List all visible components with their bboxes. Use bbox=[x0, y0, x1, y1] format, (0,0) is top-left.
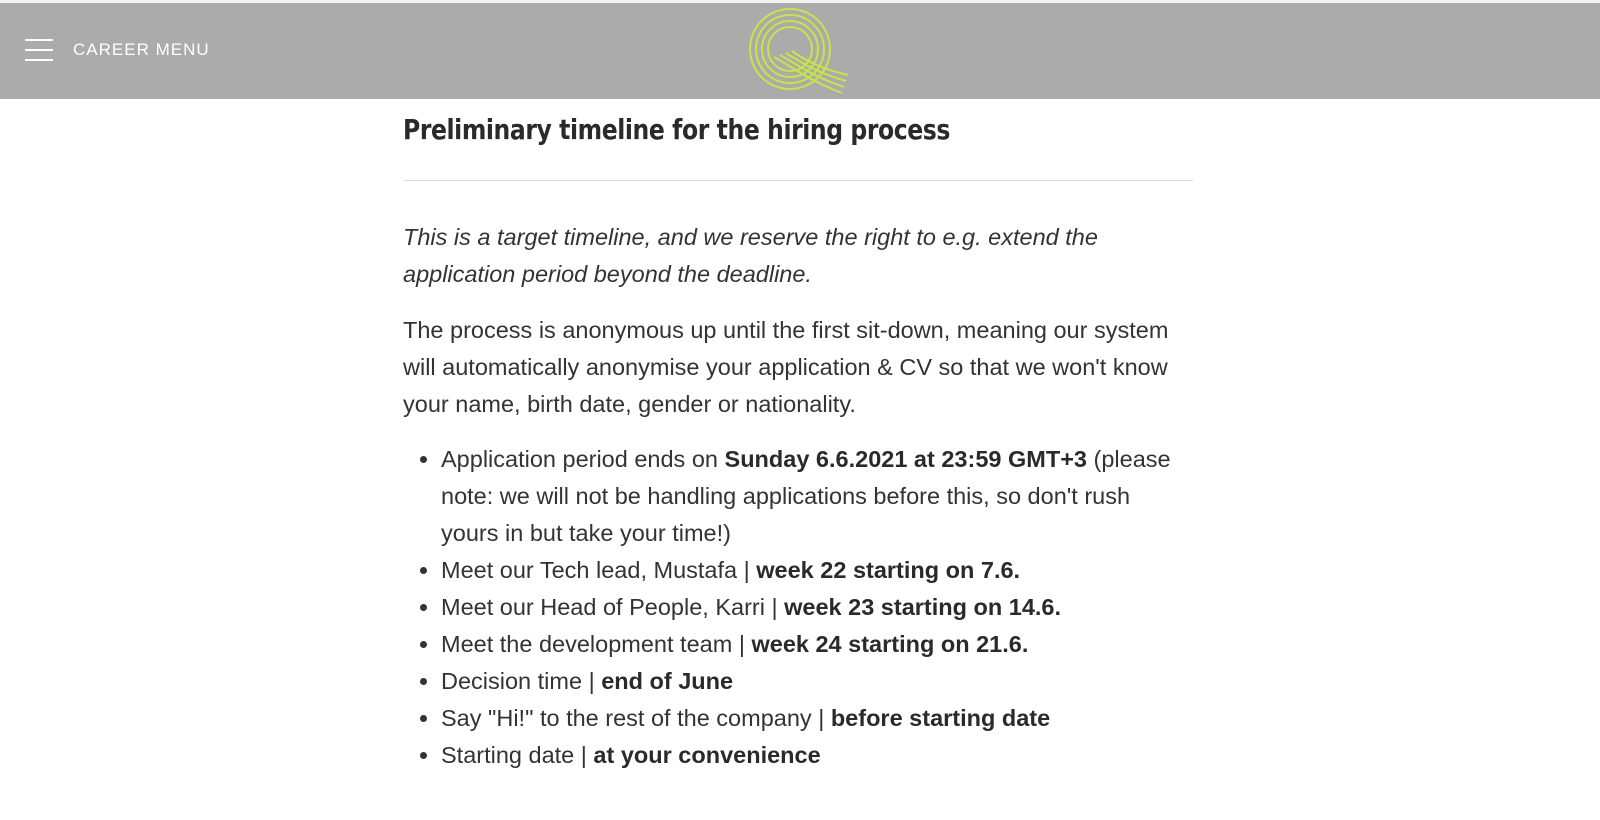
timeline-item-highlight: week 22 starting on 7.6. bbox=[756, 557, 1021, 583]
timeline-item-text: Meet our Tech lead, Mustafa | bbox=[441, 557, 757, 583]
list-item bbox=[441, 663, 1193, 700]
timeline-item-text: Starting date | bbox=[441, 742, 594, 768]
timeline-item-highlight: Sunday 6.6.2021 at 23:59 GMT+3 bbox=[724, 446, 1087, 472]
hamburger-menu-icon[interactable] bbox=[25, 39, 53, 61]
career-menu-button[interactable] bbox=[25, 33, 210, 67]
timeline-item-text: Decision time | bbox=[441, 668, 602, 694]
timeline-item-text: Application period ends on bbox=[441, 446, 725, 472]
timeline-item-highlight: week 24 starting on 21.6. bbox=[751, 631, 1029, 657]
timeline-item-highlight: week 23 starting on 14.6. bbox=[784, 594, 1062, 620]
list-item bbox=[441, 626, 1193, 663]
list-item bbox=[441, 552, 1193, 589]
list-item bbox=[441, 737, 1193, 774]
timeline-item-highlight: end of June bbox=[601, 668, 734, 694]
timeline-item-highlight: before starting date bbox=[830, 705, 1051, 731]
timeline-item-text: Meet our Head of People, Karri | bbox=[441, 594, 785, 620]
title-divider bbox=[403, 180, 1193, 181]
list-item bbox=[441, 589, 1193, 626]
timeline-item-text: Say "Hi!" to the rest of the company | bbox=[441, 705, 831, 731]
list-item bbox=[441, 441, 1193, 552]
main-content bbox=[403, 99, 1193, 774]
intro-italic-text: This is a target timeline, and we reserve the right to e.g. extend the application period beyond the deadline. bbox=[403, 224, 1098, 287]
timeline-item-note: (please note: we will not be handling applications before this, so don't rush yours in but take your time!) bbox=[441, 446, 1171, 546]
q-logo-icon[interactable] bbox=[740, 7, 854, 97]
timeline-item-highlight: at your convenience bbox=[593, 742, 821, 768]
anonymous-process-paragraph: The process is anonymous up until the first sit-down, meaning our system will automatically anonymise your application & CV so that we won't know your name, birth date, gender or nationality. bbox=[403, 317, 1169, 417]
career-menu-label[interactable]: CAREER MENU bbox=[73, 40, 210, 59]
timeline-item-text: Meet the development team | bbox=[441, 631, 752, 657]
timeline-list bbox=[403, 441, 1193, 774]
top-navigation-bar bbox=[0, 0, 1600, 99]
list-item bbox=[441, 700, 1193, 737]
page-title: Preliminary timeline for the hiring process bbox=[403, 113, 950, 146]
